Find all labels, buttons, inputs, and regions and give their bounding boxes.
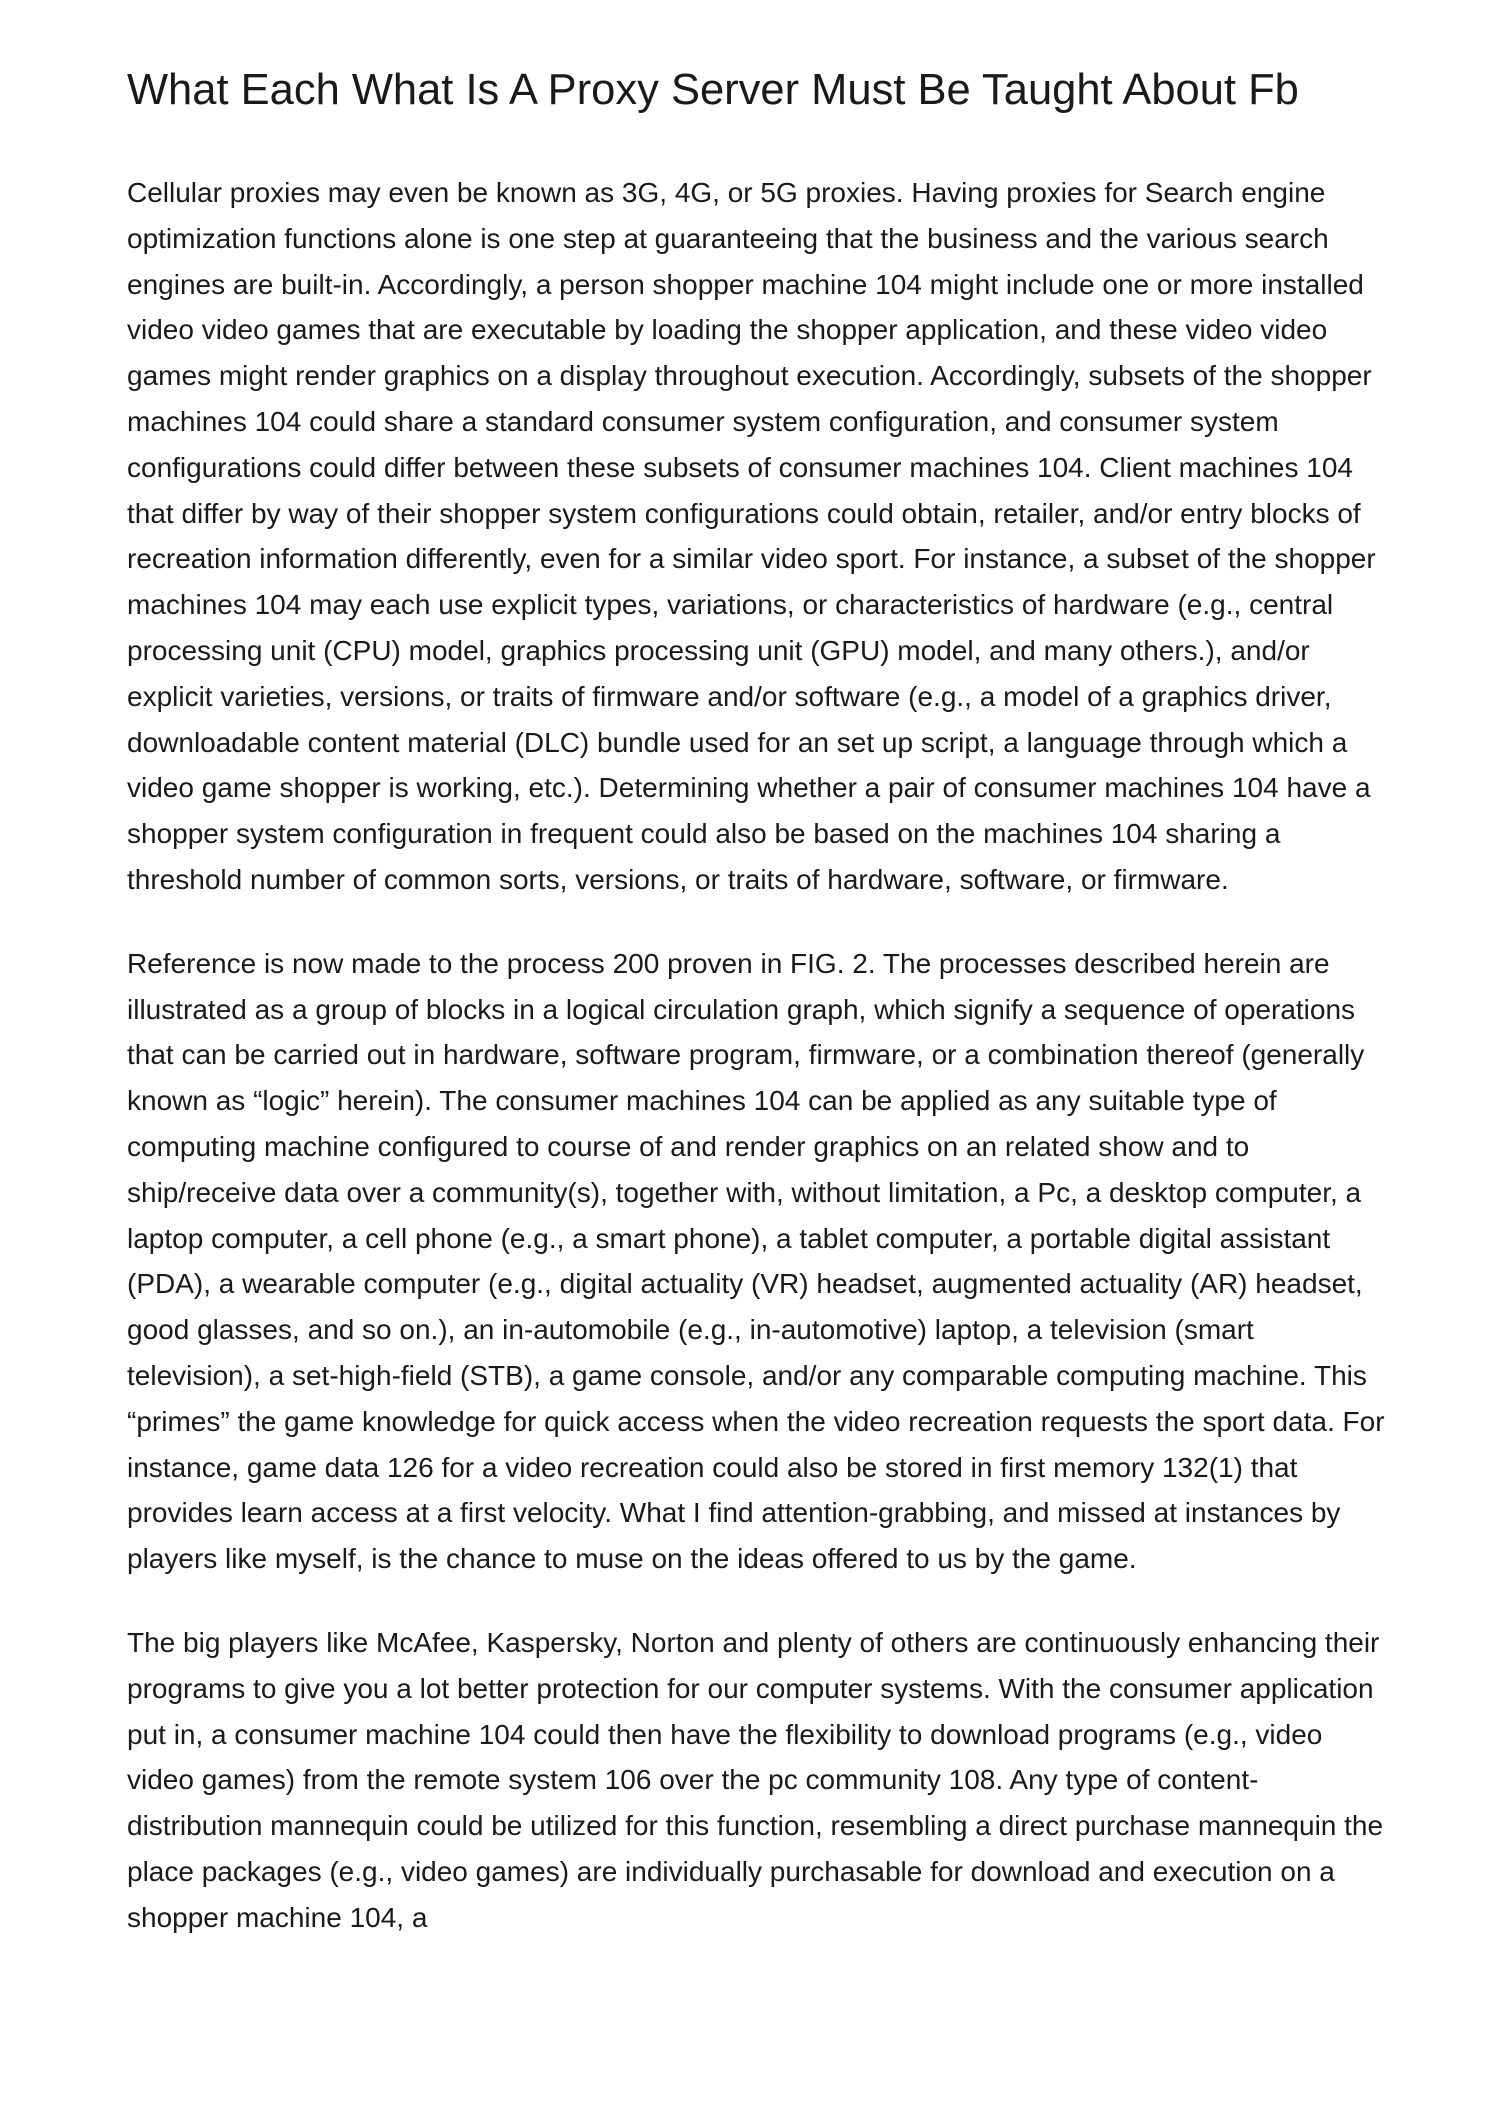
paragraph-3: The big players like McAfee, Kaspersky, Norton and plenty of others are continuously enhancing their programs to give you a lot better protection for our computer systems. With the consumer application put in, a consumer machine 104 could then have the flexibility to download programs (e.g., video video games) from the remote system 106 over the pc community 108. Any type of content-distribution mannequin could be utilized for this function, resembling a direct purchase mannequin the place packages (e.g., video games) are individually purchasable for download and execution on a shopper machine 104, a [127, 1626, 1384, 1933]
paragraph-1: Cellular proxies may even be known as 3G, 4G, or 5G proxies. Having proxies for Search engine optimization functions alone is one step at guaranteeing that the business and the various search engines are built-in. Accordingly, a person shopper machine 104 might include one or more installed video video games that are executable by loading the shopper application, and these video video games might render graphics on a display throughout execution. Accordingly, subsets of the shopper machines 104 could share a standard consumer system configuration, and consumer system configurations could differ between these subsets of consumer machines 104. Client machines 104 that differ by way of their shopper system configurations could obtain, retailer, and/or entry blocks of recreation information differently, even for a similar video sport. For instance, a subset of the shopper machines 104 may each use explicit types, variations, or characteristics of hardware (e.g., central processing unit (CPU) model, graphics processing unit (GPU) model, and many others.), and/or explicit varieties, versions, or traits of firmware and/or software (e.g., a model of a graphics driver, downloadable content material (DLC) bundle used for an set up script, a language through which a video game shopper is working, etc.). Determining whether a pair of consumer machines 104 have a shopper system configuration in frequent could also be based on the machines 104 sharing a threshold number of common sorts, versions, or traits of hardware, software, or firmware. [127, 177, 1376, 895]
paragraph-2: Reference is now made to the process 200 proven in FIG. 2. The processes described herein are illustrated as a group of blocks in a logical circulation graph, which signify a sequence of operations that can be carried out in hardware, software program, firmware, or a combination thereof (generally known as “logic” herein). The consumer machines 104 can be applied as any suitable type of computing machine configured to course of and render graphics on an related show and to ship/receive data over a community(s), together with, without limitation, a Pc, a desktop computer, a laptop computer, a cell phone (e.g., a smart phone), a tablet computer, a portable digital assistant (PDA), a wearable computer (e.g., digital actuality (VR) headset, augmented actuality (AR) headset, good glasses, and so on.), an in-automobile (e.g., in-automotive) laptop, a television (smart television), a set-high-field (STB), a game console, and/or any comparable computing machine. This “primes” the game knowledge for quick access when the video recreation requests the sport data. For instance, game data 126 for a video recreation could also be stored in first memory 132(1) that provides learn access at a first velocity. What I find attention-grabbing, and missed at instances by players like myself, is the chance to muse on the ideas offered to us by the game. [127, 947, 1385, 1575]
page-title: What Each What Is A Proxy Server Must Be Taught About Fb [127, 66, 1299, 114]
document-page [127, 60, 1387, 1940]
